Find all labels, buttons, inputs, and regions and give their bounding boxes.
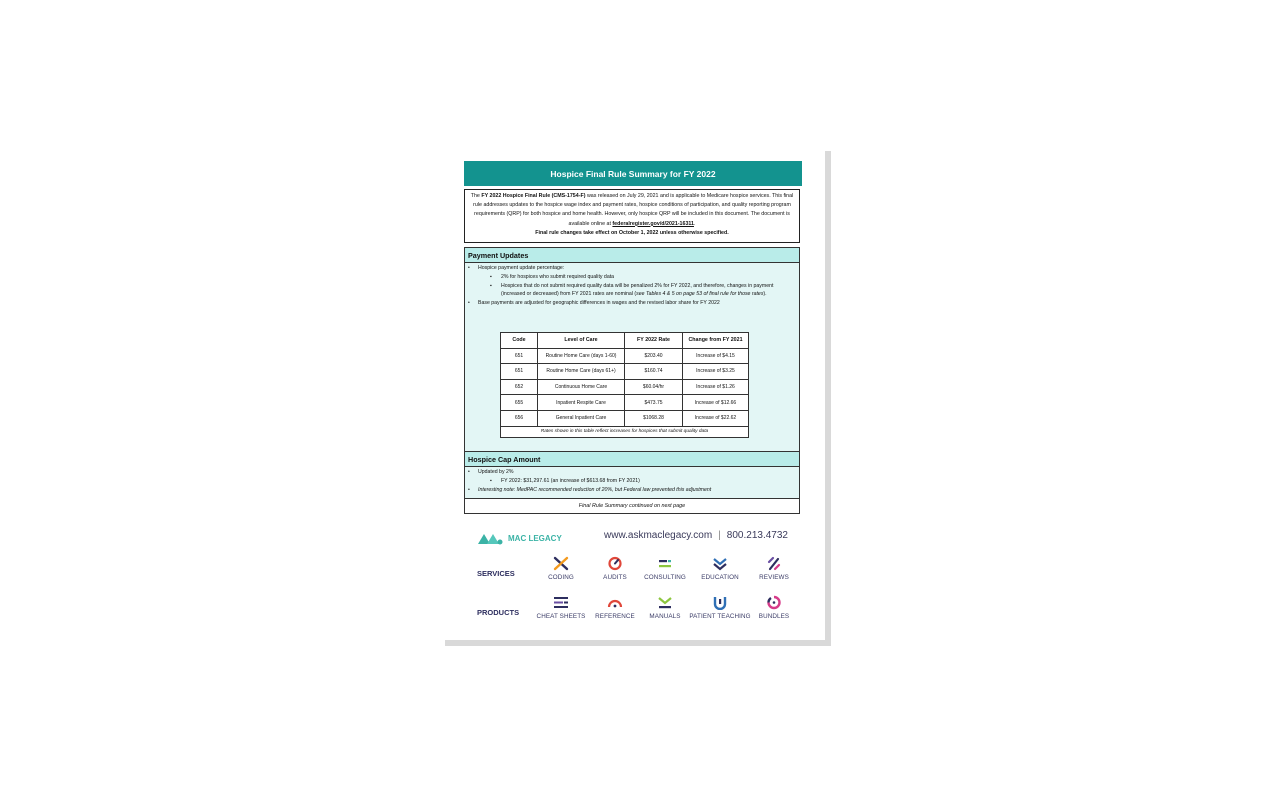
contact-line — [604, 530, 788, 541]
product-patient-teaching[interactable] — [689, 595, 751, 620]
cell-level: Routine Home Care (days 61+) — [538, 364, 625, 380]
mac-legacy-logo-icon — [477, 531, 503, 545]
header-fy2022-rate: FY 2022 Rate — [625, 333, 683, 349]
cell-rate: $60.04/hr — [625, 379, 683, 395]
hospice-cap-list — [465, 467, 799, 494]
cell-code: 656 — [501, 410, 538, 426]
table-row — [501, 395, 749, 411]
cell-code: 652 — [501, 379, 538, 395]
header-code: Code — [501, 333, 538, 349]
cell-change: Increase of $12.66 — [683, 395, 749, 411]
intro-text-a: The — [470, 193, 482, 199]
cell-rate: $1068.28 — [625, 410, 683, 426]
cheat-sheets-icon — [552, 595, 570, 610]
document-title: Hospice Final Rule Summary for FY 2022 — [464, 161, 802, 186]
phone-number[interactable]: 800.213.4732 — [726, 530, 788, 541]
patient-teaching-icon — [711, 595, 729, 610]
service-consulting-label: CONSULTING — [644, 574, 686, 581]
payment-sub-2-text-b: ). — [763, 291, 767, 298]
intro-box — [464, 189, 800, 243]
education-icon — [711, 556, 729, 571]
brand-name: MAC LEGACY — [508, 533, 562, 543]
payment-bullet-2: • Base payments are adjusted for geographic differences in wages and the revised labor share for FY 2022 — [465, 299, 799, 308]
cap-sub-bullet-1: ▪ FY 2022: $31,297.61 (an increase of $613.68 from FY 2021) — [465, 477, 799, 486]
product-cheat-sheets[interactable] — [530, 595, 592, 620]
payment-sub-bullet-2 — [465, 282, 799, 300]
cell-code: 651 — [501, 348, 538, 364]
table-row — [501, 379, 749, 395]
cell-code: 651 — [501, 364, 538, 380]
service-consulting[interactable] — [634, 556, 696, 581]
hospice-cap-section — [464, 451, 800, 499]
cap-bullet-2: • Interesting note: MedPAC recommended reduction of 20%, but Federal law prevented this adjustment — [465, 486, 799, 495]
service-education[interactable] — [689, 556, 751, 581]
cell-level: Routine Home Care (days 1-60) — [538, 348, 625, 364]
cell-rate: $160.74 — [625, 364, 683, 380]
service-reviews-label: REVIEWS — [759, 574, 789, 581]
table-note-row — [501, 426, 749, 437]
audits-icon — [606, 556, 624, 571]
payment-sub-2-italic: see Tables 4 & 5 on page 53 of final rule for those rates — [636, 291, 764, 298]
service-education-label: EDUCATION — [701, 574, 739, 581]
intro-text-c: . — [693, 220, 696, 227]
payment-updates-list — [465, 263, 799, 308]
service-audits-label: AUDITS — [603, 574, 627, 581]
rate-table — [500, 332, 749, 438]
table-row — [501, 364, 749, 380]
product-patient-teaching-label: PATIENT TEACHING — [689, 613, 751, 620]
website-link[interactable]: www.askmaclegacy.com — [604, 530, 713, 541]
product-bundles[interactable] — [743, 595, 805, 620]
federal-register-link[interactable]: federalregister.gov/d/2021-16311 — [612, 220, 694, 227]
intro-text-b: was released on July 29, 2021 and is applicable to Medicare hospice services. This final rule addresses updates to the hospice wage index and payment rates, hospice conditions of participation, and quality reporting program requirements (QRP) for both hospice and home health. However, only hospice QRP will be included in this document. The document is available online at — [473, 193, 794, 227]
product-manuals[interactable] — [634, 595, 696, 620]
cell-rate: $203.40 — [625, 348, 683, 364]
service-reviews[interactable] — [743, 556, 805, 581]
payment-updates-section — [464, 247, 800, 452]
product-cheat-sheets-label: CHEAT SHEETS — [536, 613, 586, 620]
payment-sub-bullet-1: ▪ 2% for hospices who submit required quality data — [465, 273, 799, 282]
consulting-icon — [656, 556, 674, 571]
header-level-of-care: Level of Care — [538, 333, 625, 349]
reviews-icon — [765, 556, 783, 571]
table-note: Rates shown in this table reflect increases for hospices that submit quality data — [501, 426, 749, 437]
intro-rule-name: FY 2022 Hospice Final Rule (CMS-1754-F) — [481, 193, 586, 199]
header-change: Change from FY 2021 — [683, 333, 749, 349]
cell-change: Increase of $1.26 — [683, 379, 749, 395]
products-label: PRODUCTS — [477, 608, 520, 617]
coding-icon — [552, 556, 570, 571]
payment-updates-heading: Payment Updates — [465, 248, 799, 263]
cell-level: General Inpatient Care — [538, 410, 625, 426]
service-coding-label: CODING — [548, 574, 574, 581]
cell-level: Continuous Home Care — [538, 379, 625, 395]
manuals-icon — [656, 595, 674, 610]
cell-change: Increase of $3.25 — [683, 364, 749, 380]
cell-rate: $473.75 — [625, 395, 683, 411]
service-coding[interactable] — [530, 556, 592, 581]
table-row — [501, 410, 749, 426]
table-row — [501, 348, 749, 364]
reference-icon — [606, 595, 624, 610]
brand-logo[interactable] — [477, 531, 562, 545]
payment-bullet-1: • Hospice payment update percentage: — [465, 264, 799, 273]
continued-note: Final Rule Summary continued on next page — [464, 499, 800, 514]
hospice-cap-heading: Hospice Cap Amount — [465, 452, 799, 467]
cell-code: 655 — [501, 395, 538, 411]
document-page — [445, 151, 825, 640]
product-reference-label: REFERENCE — [595, 613, 635, 620]
bundles-icon — [765, 595, 783, 610]
cell-change: Increase of $22.62 — [683, 410, 749, 426]
product-manuals-label: MANUALS — [649, 613, 681, 620]
contact-separator: | — [718, 530, 721, 541]
cap-bullet-1: • Updated by 2% — [465, 468, 799, 477]
intro-effective-date: Final rule changes take effect on October 1, 2022 unless otherwise specified. — [535, 229, 729, 236]
services-label: SERVICES — [477, 569, 515, 578]
cell-change: Increase of $4.15 — [683, 348, 749, 364]
rate-table-header-row — [501, 333, 749, 349]
product-bundles-label: BUNDLES — [758, 613, 790, 620]
payment-sub-2-text-a: Hospices that do not submit required quality data will be penalized 2% for FY 2022, and therefore, changes in payment (increased or decreased) from FY 2021 rates are nominal ( — [501, 282, 774, 298]
cell-level: Inpatient Respite Care — [538, 395, 625, 411]
